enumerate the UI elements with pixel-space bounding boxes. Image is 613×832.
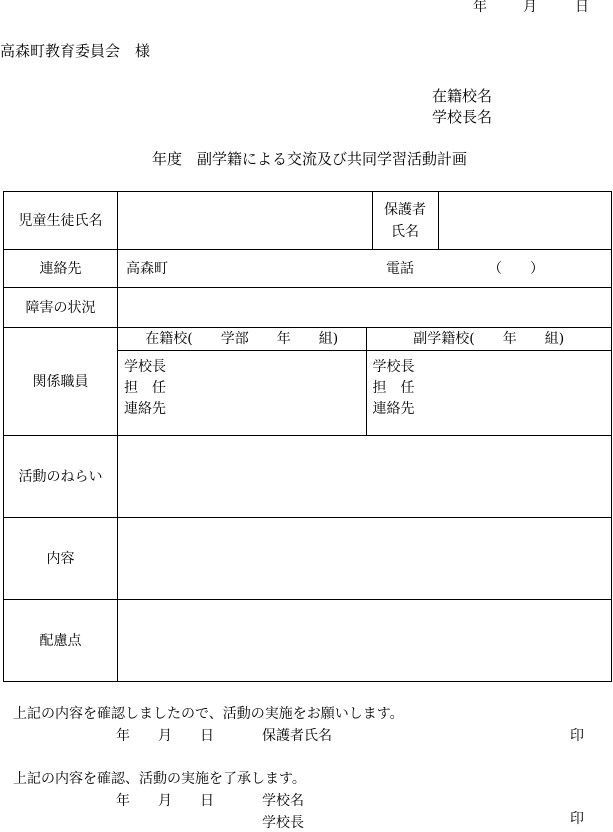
sub-school-heading: 副学籍校( 年 組) xyxy=(366,328,611,351)
enrolled-staff-field[interactable] xyxy=(118,351,366,436)
guardian-name-label: 保護者氏名 xyxy=(262,728,332,744)
enrolled-school-heading: 在籍校( 学部 年 組) xyxy=(118,328,366,351)
disability-label: 障害の状況 xyxy=(4,288,118,328)
sub-teacher-label: 担 任 xyxy=(372,380,415,396)
consideration-label: 配慮点 xyxy=(4,600,118,682)
content-label: 内容 xyxy=(4,518,118,600)
sub-contact-label: 連絡先 xyxy=(372,401,415,417)
principal-name-label: 学校長名 xyxy=(432,108,493,126)
staff-label: 関係職員 xyxy=(4,328,118,436)
guardian-name-field[interactable] xyxy=(438,192,611,249)
staff-row xyxy=(4,328,612,436)
guardian-label-line2: 氏名 xyxy=(391,223,419,240)
disability-row xyxy=(4,288,612,328)
student-row xyxy=(4,192,612,250)
enrolled-principal-label: 学校長 xyxy=(124,359,166,375)
addressee: 高森町教育委員会 様 xyxy=(0,42,151,60)
disability-field[interactable] xyxy=(118,288,612,328)
sub-principal-label: 学校長 xyxy=(372,359,415,375)
principal-seal-mark: 印 xyxy=(570,811,584,827)
principal-footer-label: 学校長 xyxy=(262,815,304,831)
aim-field[interactable] xyxy=(118,436,612,518)
guardian-seal-mark: 印 xyxy=(570,728,584,744)
content-field[interactable] xyxy=(118,518,612,600)
date-year-label: 年 xyxy=(473,0,487,15)
guardian-label-line1: 保護者 xyxy=(384,201,426,218)
date-month-label: 月 xyxy=(523,0,537,15)
contact-field[interactable] xyxy=(118,250,612,288)
school-name-label: 在籍校名 xyxy=(432,87,493,105)
consideration-field[interactable] xyxy=(118,600,612,682)
school-name-footer-label: 学校名 xyxy=(262,793,304,809)
aim-row xyxy=(4,436,612,518)
guardian-confirm-text: 上記の内容を確認しましたので、活動の実施をお願いします。 xyxy=(13,706,404,722)
page-title: 年度 副学籍による交流及び共同学習活動計画 xyxy=(152,150,468,168)
enrolled-teacher-label: 担 任 xyxy=(124,380,166,396)
school-date: 年 月 日 xyxy=(116,793,214,809)
guardian-date: 年 月 日 xyxy=(116,728,214,744)
enrolled-contact-label: 連絡先 xyxy=(124,401,166,417)
contact-row xyxy=(4,250,612,288)
guardian-label xyxy=(372,192,438,249)
content-row xyxy=(4,518,612,600)
contact-town: 高森町 xyxy=(126,261,168,277)
student-name-label: 児童生徒氏名 xyxy=(4,192,118,250)
activity-plan-table xyxy=(3,191,612,682)
aim-label: 活動のねらい xyxy=(4,436,118,518)
phone-parens: （ ） xyxy=(488,261,544,277)
phone-label: 電話 xyxy=(386,261,414,277)
consideration-row xyxy=(4,600,612,682)
sub-staff-field[interactable] xyxy=(366,351,611,436)
school-confirm-text: 上記の内容を確認、活動の実施を了承します。 xyxy=(13,771,306,787)
contact-label: 連絡先 xyxy=(4,250,118,288)
student-name-field[interactable] xyxy=(118,192,372,249)
date-day-label: 日 xyxy=(575,0,589,15)
